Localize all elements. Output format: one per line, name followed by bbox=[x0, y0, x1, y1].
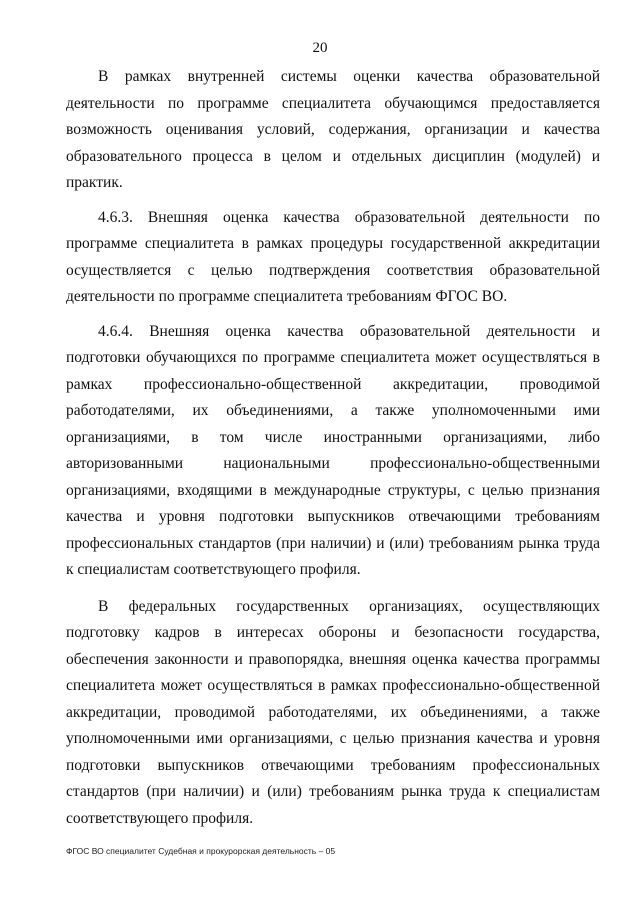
paragraph-federal-organizations: В федеральных государственных организациях, осуществляющих подготовку кадров в интересах обороны и безопасности государства, обеспечения законности и правопорядка, внешняя оценка качества программы специалитета может осуществляться в рамках профессионально-общественной аккредитации, проводимой работодателями, их объединениями, а также уполномоченными ими организациями, с целью признания качества и уровня подготовки выпускников отвечающими требованиям профессиональных стандартов (при наличии) и (или) требованиям рынка труда к специалистам соответствующего профиля. bbox=[66, 597, 600, 827]
page-number: 20 bbox=[312, 40, 328, 56]
page-footer: ФГОС ВО специалитет Судебная и прокурорская деятельность – 05 bbox=[66, 846, 336, 856]
paragraph-internal-assessment: В рамках внутренней системы оценки качества образовательной деятельности по программе специалитета обучающимся предоставляется возможность оценивания условий, содержания, организации и качества образовательного процесса в целом и отдельных дисциплин (модулей) и практик. bbox=[66, 68, 600, 191]
document-body bbox=[66, 64, 600, 840]
paragraph-4-6-3: 4.6.3. Внешняя оценка качества образовательной деятельности по программе специалитета в рамках процедуры государственной аккредитации осуществляется с целью подтверждения соответствия образовательной деятельности по программе специалитета требованиям ФГОС ВО. bbox=[66, 208, 600, 305]
paragraph-4-6-4: 4.6.4. Внешняя оценка качества образовательной деятельности и подготовки обучающихся по программе специалитета может осуществляться в рамках профессионально-общественной аккредитации, проводимой работодателями, их объединениями, а также уполномоченными ими организациями, в том числе иностранными организациями, либо авторизованными национальными профессионально-общественными организациями, входящими в международные структуры, с целью признания качества и уровня подготовки выпускников отвечающими требованиям профессиональных стандартов (при наличии) и (или) требованиям рынка труда к специалистам соответствующего профиля. bbox=[66, 322, 600, 578]
